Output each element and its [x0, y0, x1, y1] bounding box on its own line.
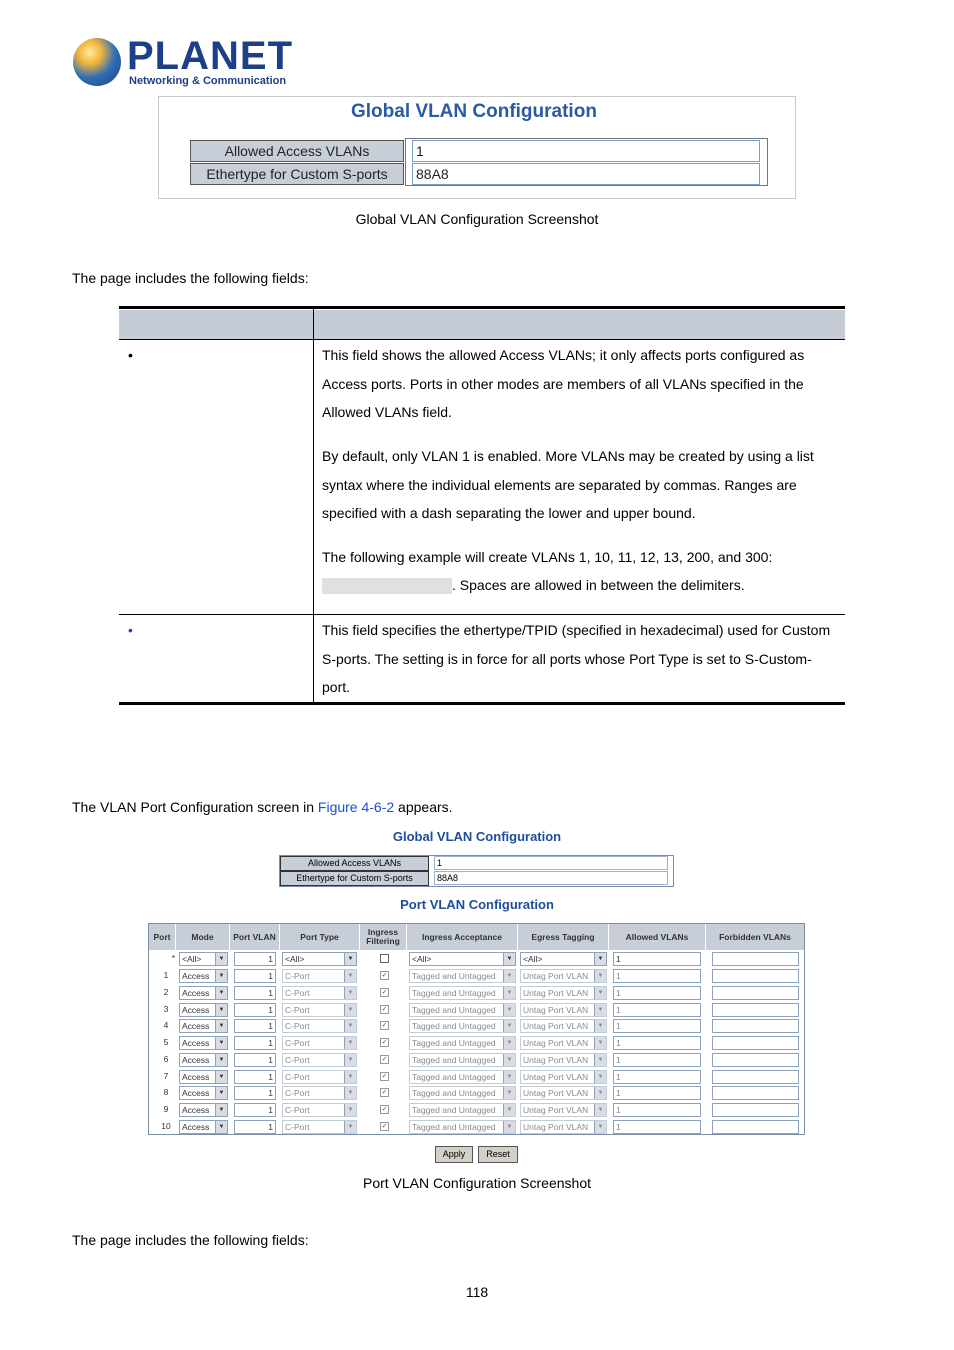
allowed-access-vlans-label: Allowed Access VLANs	[190, 140, 404, 162]
mode-value: Access	[182, 1005, 210, 1015]
global-vlan-title-2: Global VLAN Configuration	[392, 829, 562, 844]
pvid-input[interactable]: 1	[234, 1103, 276, 1117]
port-type-select[interactable]	[282, 1019, 357, 1033]
chevron-down-icon: ▼	[215, 1054, 227, 1066]
egress-value: Untag Port VLAN	[523, 971, 589, 981]
ingress-accept-select[interactable]	[409, 1003, 516, 1017]
chevron-down-icon: ▼	[594, 987, 606, 999]
ingress-accept-select[interactable]	[409, 969, 516, 983]
port-type-value: C-Port	[285, 1038, 310, 1048]
table-row-separator	[119, 614, 845, 615]
allowed-access-vlans-input[interactable]: 1	[412, 140, 760, 162]
chevron-down-icon: ▼	[503, 1121, 515, 1133]
ingress-accept-select[interactable]	[409, 1120, 516, 1134]
intro-paragraph-2	[72, 799, 453, 815]
bullet-row-2: •	[128, 622, 133, 638]
accept-value: Tagged and Untagged	[412, 1005, 496, 1015]
intro2-before: The VLAN Port Configuration screen in	[72, 799, 318, 815]
chevron-down-icon: ▼	[503, 987, 515, 999]
port-cell: 2	[163, 987, 169, 997]
allowed-vlans-input[interactable]: 1	[613, 1019, 701, 1033]
forbidden-vlans-input[interactable]	[712, 1120, 799, 1134]
chevron-down-icon: ▼	[344, 1121, 356, 1133]
chevron-down-icon: ▼	[344, 1004, 356, 1016]
port-type-value: C-Port	[285, 1005, 310, 1015]
port-cell: 6	[163, 1054, 169, 1064]
chevron-down-icon: ▼	[344, 1020, 356, 1032]
egress-value: Untag Port VLAN	[523, 988, 589, 998]
ingress-accept-select[interactable]	[409, 1053, 516, 1067]
ingress-accept-select[interactable]	[409, 1086, 516, 1100]
ethertype-custom-sports-input[interactable]: 88A8	[412, 163, 760, 185]
chevron-down-icon: ▼	[594, 970, 606, 982]
table-row	[149, 1102, 804, 1118]
port-type-select[interactable]	[282, 1003, 357, 1017]
allowed-vlans-input[interactable]: 1	[613, 1070, 701, 1084]
port-type-select[interactable]	[282, 1070, 357, 1084]
mode-value: Access	[182, 1055, 210, 1065]
egress-value: Untag Port VLAN	[523, 1072, 589, 1082]
chevron-down-icon: ▼	[344, 1037, 356, 1049]
accept-value: Tagged and Untagged	[412, 971, 496, 981]
allowed-access-vlans-label-2: Allowed Access VLANs	[280, 856, 429, 871]
ingress-filter-checkbox[interactable]: ✓	[381, 1006, 388, 1013]
table-row	[149, 1119, 804, 1135]
accept-value: Tagged and Untagged	[412, 1072, 496, 1082]
pvid-input[interactable]: 1	[234, 986, 276, 1000]
mode-select[interactable]	[179, 1019, 228, 1033]
ingress-filter-checkbox[interactable]: ✓	[381, 1073, 388, 1080]
accept-value: <All>	[412, 954, 432, 964]
chevron-down-icon: ▼	[215, 970, 227, 982]
allowed-vlans-input[interactable]: 1	[613, 1103, 701, 1117]
mode-value: Access	[182, 988, 210, 998]
egress-tag-select[interactable]	[520, 969, 607, 983]
col-header-forbidden-vlans: Forbidden VLANs	[706, 924, 804, 950]
accept-value: Tagged and Untagged	[412, 988, 496, 998]
chevron-down-icon: ▼	[503, 1054, 515, 1066]
allowed-vlans-input[interactable]: 1	[613, 1120, 701, 1134]
forbidden-vlans-input[interactable]	[712, 1053, 799, 1067]
col-header-ingress-filtering: Ingress Filtering	[360, 924, 407, 950]
mode-select[interactable]	[179, 1070, 228, 1084]
chevron-down-icon: ▼	[594, 1037, 606, 1049]
port-cell: 3	[163, 1004, 169, 1014]
allowed-vlans-input[interactable]: 1	[613, 1036, 701, 1050]
table-row	[149, 1018, 804, 1034]
table-top-rule	[119, 306, 845, 309]
accept-value: Tagged and Untagged	[412, 1055, 496, 1065]
forbidden-vlans-input[interactable]	[712, 952, 799, 966]
mode-select[interactable]	[179, 1086, 228, 1100]
chevron-down-icon: ▼	[344, 987, 356, 999]
forbidden-vlans-input[interactable]	[712, 969, 799, 983]
col-header-egress-tagging: Egress Tagging	[518, 924, 609, 950]
chevron-down-icon: ▼	[594, 1020, 606, 1032]
table-row	[149, 1052, 804, 1068]
figure-caption-2: Port VLAN Configuration Screenshot	[362, 1175, 591, 1191]
table-row	[149, 1069, 804, 1085]
table-row	[149, 968, 804, 984]
chevron-down-icon: ▼	[594, 1004, 606, 1016]
example-syntax-box	[322, 578, 452, 594]
accept-value: Tagged and Untagged	[412, 1105, 496, 1115]
egress-tag-select[interactable]	[520, 1103, 607, 1117]
port-type-select[interactable]	[282, 1053, 357, 1067]
port-type-select[interactable]	[282, 952, 357, 966]
chevron-down-icon: ▼	[503, 1020, 515, 1032]
chevron-down-icon: ▼	[215, 1087, 227, 1099]
chevron-down-icon: ▼	[503, 1004, 515, 1016]
egress-value: Untag Port VLAN	[523, 1005, 589, 1015]
intro-paragraph-1: The page includes the following fields:	[72, 270, 309, 286]
accept-value: Tagged and Untagged	[412, 1038, 496, 1048]
accept-value: Tagged and Untagged	[412, 1122, 496, 1132]
row1-desc-p1: This field shows the allowed Access VLANs; it only affects ports configured as Access ports. Ports in other modes are members of all VLANs specified in the Allowed VLANs field.	[322, 347, 805, 421]
port-cell: 4	[163, 1020, 169, 1030]
table-row	[149, 1035, 804, 1051]
allowed-vlans-input[interactable]: 1	[613, 1003, 701, 1017]
egress-value: Untag Port VLAN	[523, 1055, 589, 1065]
figure-caption-1: Global VLAN Configuration Screenshot	[355, 211, 599, 227]
chevron-down-icon: ▼	[344, 953, 356, 965]
mode-select[interactable]	[179, 952, 228, 966]
col-header-allowed-vlans: Allowed VLANs	[609, 924, 706, 950]
ingress-filter-checkbox[interactable]: ✓	[381, 972, 388, 979]
page-number: 118	[465, 1284, 489, 1300]
port-type-select[interactable]	[282, 986, 357, 1000]
port-type-value: C-Port	[285, 1122, 310, 1132]
ingress-filter-checkbox[interactable]: ✓	[381, 1106, 388, 1113]
port-type-value: C-Port	[285, 1072, 310, 1082]
port-cell: 7	[163, 1071, 169, 1081]
pvid-input[interactable]: 1	[234, 952, 276, 966]
port-type-select[interactable]	[282, 1086, 357, 1100]
mode-value: Access	[182, 1072, 210, 1082]
chevron-down-icon: ▼	[503, 1071, 515, 1083]
ethertype-input-2[interactable]: 88A8	[434, 871, 668, 885]
egress-tag-select[interactable]	[520, 1036, 607, 1050]
mode-select[interactable]	[179, 1103, 228, 1117]
chevron-down-icon: ▼	[344, 1087, 356, 1099]
col-header-ingress-acceptance: Ingress Acceptance	[407, 924, 518, 950]
port-cell: 5	[163, 1037, 169, 1047]
ethertype-custom-sports-label: Ethertype for Custom S-ports	[190, 163, 404, 185]
port-cell: 1	[163, 970, 169, 980]
ingress-filter-checkbox[interactable]: ✓	[381, 1123, 388, 1130]
chevron-down-icon: ▼	[215, 1121, 227, 1133]
port-type-select[interactable]	[282, 1103, 357, 1117]
chevron-down-icon: ▼	[503, 1037, 515, 1049]
col-header-mode: Mode	[176, 924, 230, 950]
port-type-select[interactable]	[282, 1036, 357, 1050]
allowed-vlans-input[interactable]: 1	[613, 1086, 701, 1100]
col-header-port-vlan: Port VLAN	[230, 924, 280, 950]
apply-button[interactable]: Apply	[435, 1146, 473, 1163]
table-bottom-rule	[119, 702, 845, 705]
mode-value: Access	[182, 1088, 210, 1098]
chevron-down-icon: ▼	[594, 1054, 606, 1066]
intro2-after: appears.	[394, 799, 453, 815]
mode-select[interactable]	[179, 1003, 228, 1017]
chevron-down-icon: ▼	[344, 1104, 356, 1116]
port-type-value: C-Port	[285, 1055, 310, 1065]
forbidden-vlans-input[interactable]	[712, 1103, 799, 1117]
allowed-vlans-input[interactable]: 1	[613, 952, 701, 966]
port-type-value: C-Port	[285, 1105, 310, 1115]
row1-desc-p3: The following example will create VLANs 1, 10, 11, 12, 13, 200, and 300:	[322, 549, 773, 565]
port-cell: *	[171, 953, 175, 963]
allowed-vlans-input[interactable]: 1	[613, 969, 701, 983]
row2-desc-p1: This field specifies the ethertype/TPID (specified in hexadecimal) used for Custom S-ports. The setting is in force for all ports whose Port Type is set to S-Custom-port.	[322, 622, 831, 696]
ethertype-label-2: Ethertype for Custom S-ports	[280, 871, 429, 886]
mode-value: Access	[182, 1122, 210, 1132]
forbidden-vlans-input[interactable]	[712, 1036, 799, 1050]
row1-desc-p4-line	[322, 571, 837, 600]
port-cell: 9	[163, 1104, 169, 1114]
pvid-input[interactable]: 1	[234, 1053, 276, 1067]
pvid-input[interactable]: 1	[234, 969, 276, 983]
port-type-select[interactable]	[282, 969, 357, 983]
ingress-accept-select[interactable]	[409, 1019, 516, 1033]
pvid-input[interactable]: 1	[234, 1120, 276, 1134]
ingress-accept-select[interactable]	[409, 1036, 516, 1050]
port-type-value: C-Port	[285, 1088, 310, 1098]
table-row-all	[149, 951, 804, 967]
chevron-down-icon: ▼	[344, 970, 356, 982]
allowed-access-vlans-input-2[interactable]: 1	[434, 856, 668, 870]
chevron-down-icon: ▼	[594, 1087, 606, 1099]
chevron-down-icon: ▼	[344, 1071, 356, 1083]
chevron-down-icon: ▼	[215, 1071, 227, 1083]
ingress-accept-select[interactable]	[409, 986, 516, 1000]
chevron-down-icon: ▼	[215, 953, 227, 965]
ingress-filter-checkbox[interactable]: ✓	[381, 1089, 388, 1096]
table-header-row	[119, 310, 845, 340]
accept-value: Tagged and Untagged	[412, 1088, 496, 1098]
row1-desc-p2: By default, only VLAN 1 is enabled. More VLANs may be created by using a list syntax where the individual elements are separated by commas. Ranges are specified with a dash separating the lower and upper bound.	[322, 448, 814, 522]
port-type-value: C-Port	[285, 988, 310, 998]
egress-value: Untag Port VLAN	[523, 1021, 589, 1031]
egress-value: Untag Port VLAN	[523, 1088, 589, 1098]
port-type-value: C-Port	[285, 1021, 310, 1031]
mode-select[interactable]	[179, 1053, 228, 1067]
mode-value: Access	[182, 1038, 210, 1048]
egress-tag-select[interactable]	[520, 1086, 607, 1100]
egress-tag-select[interactable]	[520, 986, 607, 1000]
forbidden-vlans-input[interactable]	[712, 1003, 799, 1017]
chevron-down-icon: ▼	[594, 1121, 606, 1133]
pvid-input[interactable]: 1	[234, 1003, 276, 1017]
forbidden-vlans-input[interactable]	[712, 1019, 799, 1033]
egress-tag-select[interactable]	[520, 1070, 607, 1084]
ingress-filter-checkbox[interactable]: ✓	[381, 1039, 388, 1046]
col-header-port-type: Port Type	[280, 924, 360, 950]
mode-select[interactable]	[179, 1036, 228, 1050]
pvid-input[interactable]: 1	[234, 1036, 276, 1050]
allowed-vlans-input[interactable]: 1	[613, 1053, 701, 1067]
table-row	[149, 985, 804, 1001]
chevron-down-icon: ▼	[503, 970, 515, 982]
chevron-down-icon: ▼	[594, 1104, 606, 1116]
port-type-value: <All>	[285, 954, 305, 964]
egress-value: Untag Port VLAN	[523, 1038, 589, 1048]
mode-value: Access	[182, 971, 210, 981]
bullet-row-1: •	[128, 347, 133, 363]
port-vlan-title: Port VLAN Configuration	[400, 897, 554, 912]
mode-value: Access	[182, 1021, 210, 1031]
pvid-input[interactable]: 1	[234, 1086, 276, 1100]
egress-value: Untag Port VLAN	[523, 1122, 589, 1132]
egress-tag-select[interactable]	[520, 952, 607, 966]
egress-tag-select[interactable]	[520, 1053, 607, 1067]
chevron-down-icon: ▼	[503, 1104, 515, 1116]
egress-tag-select[interactable]	[520, 1019, 607, 1033]
table-row	[149, 1002, 804, 1018]
table-row	[149, 1085, 804, 1101]
mode-select[interactable]	[179, 969, 228, 983]
chevron-down-icon: ▼	[215, 987, 227, 999]
allowed-vlans-input[interactable]: 1	[613, 986, 701, 1000]
ingress-filter-checkbox[interactable]: ✓	[381, 989, 388, 996]
chevron-down-icon: ▼	[503, 1087, 515, 1099]
egress-tag-select[interactable]	[520, 1003, 607, 1017]
planet-globe-icon	[73, 38, 121, 86]
reset-button[interactable]: Reset	[478, 1146, 518, 1163]
figure-link[interactable]: Figure 4-6-2	[317, 799, 395, 815]
logo-wordmark: PLANET	[127, 34, 293, 78]
ingress-filter-checkbox[interactable]: ✓	[381, 1056, 388, 1063]
logo-tagline: Networking & Communication	[129, 75, 287, 87]
forbidden-vlans-input[interactable]	[712, 1086, 799, 1100]
port-cell: 8	[163, 1087, 169, 1097]
port-type-value: C-Port	[285, 971, 310, 981]
mode-value: <All>	[182, 954, 202, 964]
mode-value: Access	[182, 1105, 210, 1115]
col-header-port: Port	[149, 924, 176, 950]
chevron-down-icon: ▼	[594, 953, 606, 965]
port-type-select[interactable]	[282, 1120, 357, 1134]
port-cell: 10	[161, 1121, 171, 1131]
row1-desc-p4: . Spaces are allowed in between the delimiters.	[452, 577, 745, 593]
mode-select[interactable]	[179, 1120, 228, 1134]
ingress-accept-select[interactable]	[409, 1070, 516, 1084]
chevron-down-icon: ▼	[215, 1104, 227, 1116]
ingress-filter-checkbox[interactable]: ✓	[381, 1022, 388, 1029]
egress-value: <All>	[523, 954, 543, 964]
accept-value: Tagged and Untagged	[412, 1021, 496, 1031]
pvid-input[interactable]: 1	[234, 1019, 276, 1033]
ingress-accept-select[interactable]	[409, 1103, 516, 1117]
forbidden-vlans-input[interactable]	[712, 986, 799, 1000]
forbidden-vlans-input[interactable]	[712, 1070, 799, 1084]
chevron-down-icon: ▼	[594, 1071, 606, 1083]
chevron-down-icon: ▼	[215, 1037, 227, 1049]
chevron-down-icon: ▼	[503, 953, 515, 965]
egress-value: Untag Port VLAN	[523, 1105, 589, 1115]
intro-paragraph-3: The page includes the following fields:	[72, 1232, 309, 1248]
ingress-filter-checkbox[interactable]	[380, 954, 389, 963]
mode-select[interactable]	[179, 986, 228, 1000]
chevron-down-icon: ▼	[344, 1054, 356, 1066]
chevron-down-icon: ▼	[215, 1020, 227, 1032]
global-vlan-title: Global VLAN Configuration	[351, 101, 597, 122]
table-column-divider	[313, 309, 314, 703]
pvid-input[interactable]: 1	[234, 1070, 276, 1084]
egress-tag-select[interactable]	[520, 1120, 607, 1134]
chevron-down-icon: ▼	[215, 1004, 227, 1016]
ingress-accept-select[interactable]	[409, 952, 516, 966]
